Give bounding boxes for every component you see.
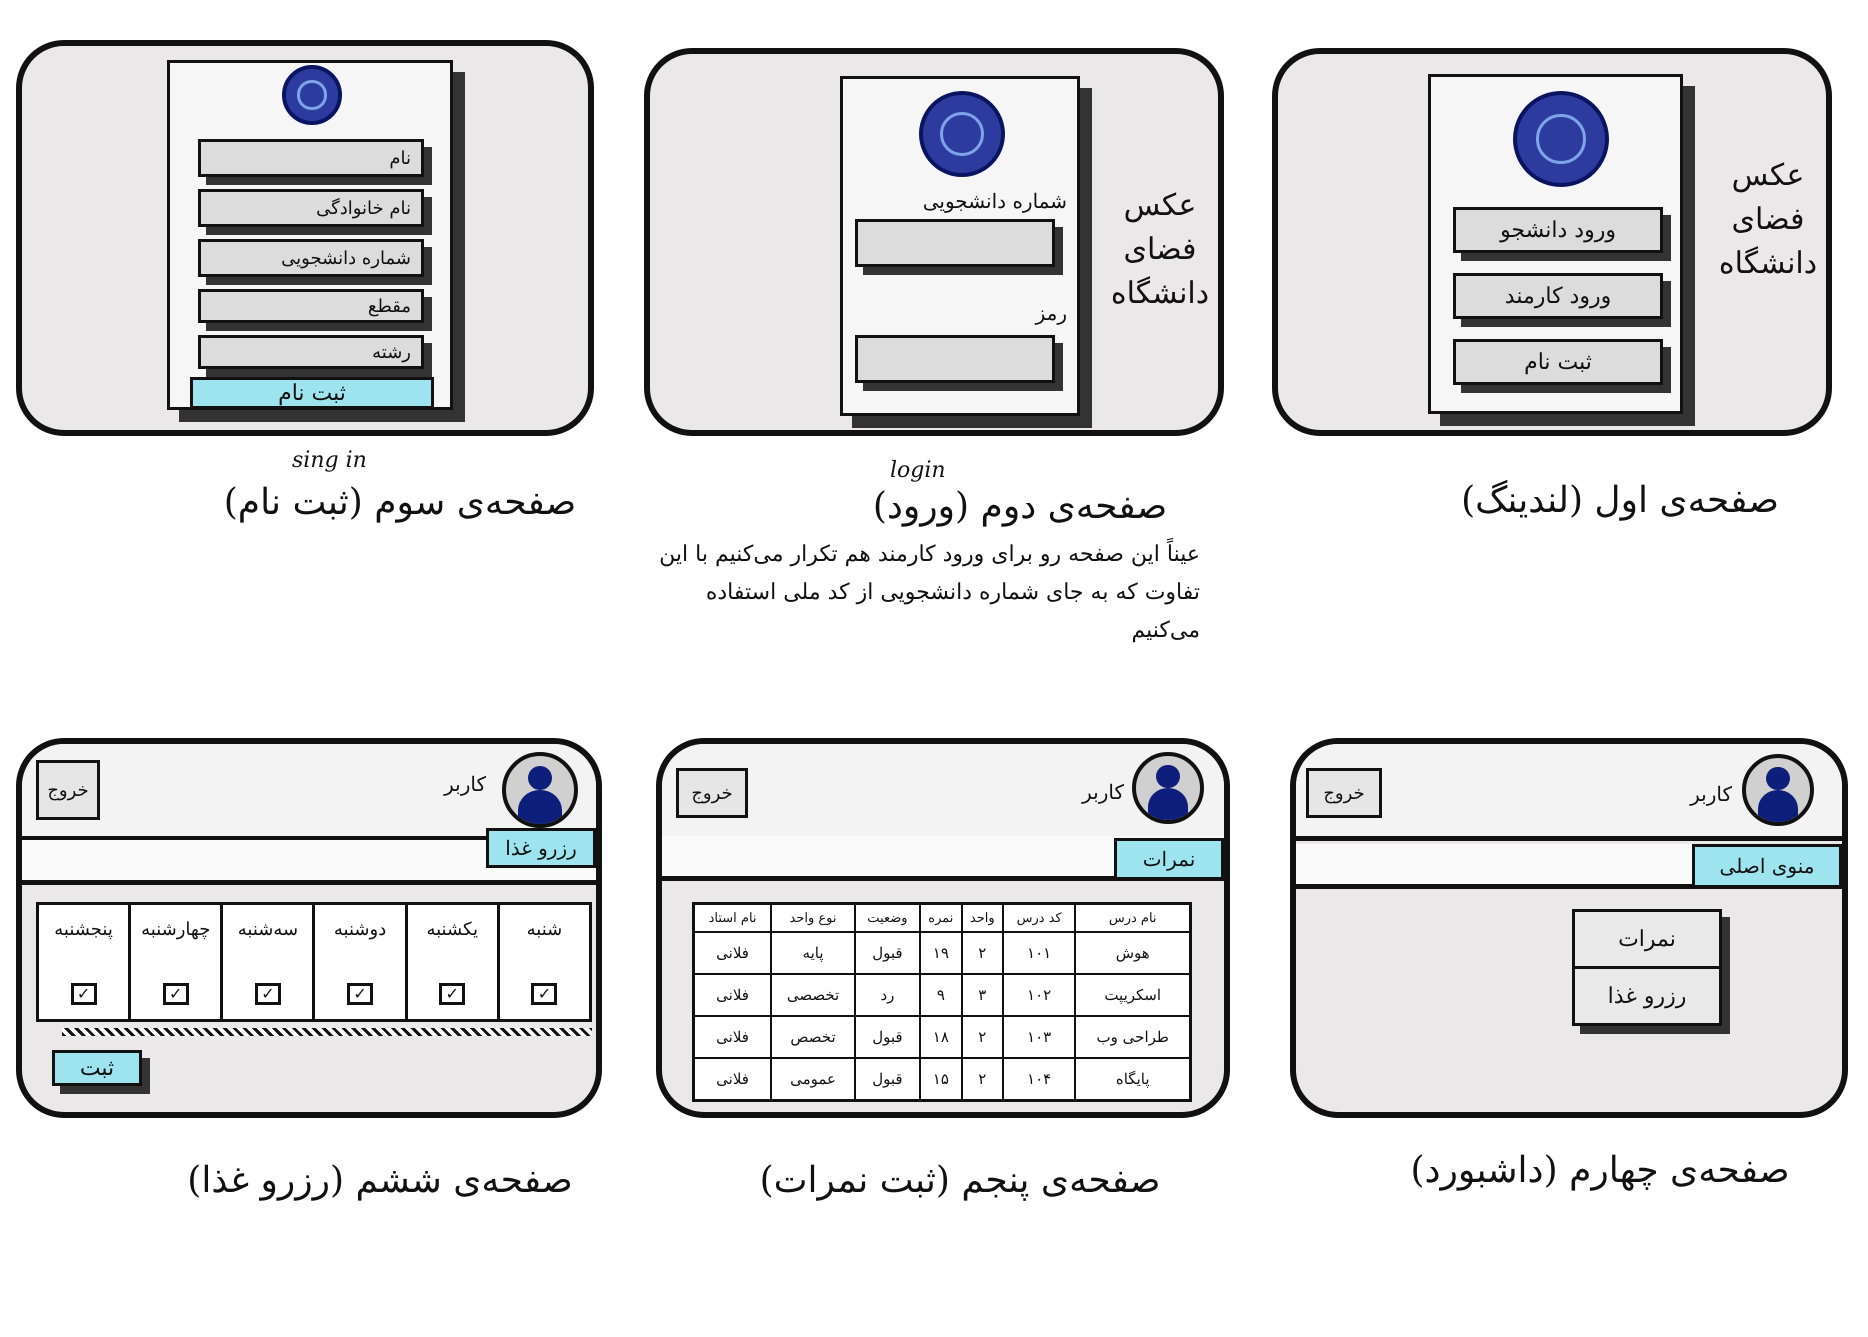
user-avatar-icon [1742, 754, 1814, 826]
day-tuesday [220, 905, 312, 1019]
col-status: وضعیت [855, 904, 920, 933]
screen1-card [1428, 74, 1683, 414]
day-thursday [39, 905, 128, 1019]
university-logo-icon [919, 91, 1005, 177]
university-logo-icon [282, 65, 342, 125]
col-units: واحد [962, 904, 1003, 933]
day-label: یکشنبه [426, 919, 478, 940]
cell: ۱۰۴ [1003, 1058, 1075, 1101]
cell: فلانی [694, 932, 772, 974]
col-unit-type: نوع واحد [771, 904, 855, 933]
screen6-frame [16, 738, 602, 1118]
day-saturday [497, 905, 589, 1019]
screen2-card [840, 76, 1080, 416]
exit-button[interactable]: خروج [1306, 768, 1382, 818]
screen2-frame [644, 48, 1224, 436]
user-name: کاربر [1082, 780, 1124, 804]
side-note-line: عکس [1123, 188, 1197, 223]
student-id-input[interactable]: شماره دانشجویی [198, 239, 424, 277]
day-checkbox[interactable]: ✓ [531, 983, 557, 1005]
avatar-head [1766, 767, 1789, 790]
user-avatar-icon [1132, 752, 1204, 824]
user-avatar-icon [502, 752, 578, 828]
side-note-line: فضای [1123, 232, 1197, 267]
cell: ۲ [962, 1016, 1003, 1058]
day-monday [312, 905, 404, 1019]
cell: قبول [855, 1058, 920, 1101]
day-checkbox[interactable]: ✓ [347, 983, 373, 1005]
user-name: کاربر [1690, 782, 1732, 806]
cell: قبول [855, 1016, 920, 1058]
day-checkbox[interactable]: ✓ [163, 983, 189, 1005]
cell: فلانی [694, 1058, 772, 1101]
col-course-name: نام درس [1075, 904, 1190, 933]
menu-item-food-reservation[interactable]: رزرو غذا [1607, 983, 1687, 1009]
screen2-note [640, 536, 1200, 650]
weekday-shadow [62, 1028, 592, 1036]
table-row [694, 974, 1191, 1016]
side-note-line: عکس [1731, 158, 1805, 193]
cell: عمومی [771, 1058, 855, 1101]
cell: ۹ [920, 974, 962, 1016]
screen2-caption-en: login [890, 458, 946, 483]
screen2-side-note [1110, 184, 1210, 316]
cell: اسکریپت [1075, 974, 1190, 1016]
screen1-side-note [1718, 154, 1818, 286]
avatar-head [528, 766, 552, 790]
day-label: پنجشنبه [54, 919, 113, 940]
food-reservation-tag[interactable]: رزرو غذا [486, 828, 596, 868]
screen4-caption: صفحه‌ی چهارم (داشبورد) [1410, 1150, 1790, 1191]
screen2-caption: صفحه‌ی دوم (ورود) [872, 486, 1168, 527]
day-label: چهارشنبه [141, 919, 211, 940]
cell: ۲ [962, 932, 1003, 974]
exit-button[interactable]: خروج [36, 760, 100, 820]
avatar-body [518, 790, 562, 828]
screen5-frame [656, 738, 1230, 1118]
cell: رد [855, 974, 920, 1016]
signup-button[interactable]: ثبت نام [1453, 339, 1663, 385]
grades-table [692, 902, 1192, 1102]
screen4-frame [1290, 738, 1848, 1118]
screen3-frame [16, 40, 594, 436]
cell: ۱۵ [920, 1058, 962, 1101]
cell: فلانی [694, 1016, 772, 1058]
cell: قبول [855, 932, 920, 974]
first-name-input[interactable]: نام [198, 139, 424, 177]
cell: ۱۰۱ [1003, 932, 1075, 974]
side-note-line: فضای [1731, 202, 1805, 237]
day-label: دوشنبه [333, 919, 387, 940]
screen1-frame [1272, 48, 1832, 436]
avatar-body [1758, 790, 1799, 826]
screen3-caption: صفحه‌ی سوم (ثبت نام) [223, 482, 577, 523]
table-row [694, 1016, 1191, 1058]
last-name-input[interactable]: نام خانوادگی [198, 189, 424, 227]
signup-submit-button[interactable]: ثبت نام [190, 377, 434, 409]
screen6-caption: صفحه‌ی ششم (رزرو غذا) [187, 1160, 573, 1201]
side-note-line: دانشگاه [1718, 246, 1818, 281]
day-checkbox[interactable]: ✓ [255, 983, 281, 1005]
cell: ۲ [962, 1058, 1003, 1101]
password-label: رمز [1035, 301, 1067, 325]
note-line: تفاوت که به جای شماره دانشجویی از کد ملی استفاده می‌کنیم [705, 580, 1200, 643]
cell: ۱۹ [920, 932, 962, 974]
day-checkbox[interactable]: ✓ [439, 983, 465, 1005]
employee-login-button[interactable]: ورود کارمند [1453, 273, 1663, 319]
cell: فلانی [694, 974, 772, 1016]
degree-input[interactable]: مقطع [198, 289, 424, 323]
day-checkbox[interactable]: ✓ [71, 983, 97, 1005]
food-submit-button[interactable]: ثبت [52, 1050, 142, 1086]
screen1-caption: صفحه‌ی اول (لندینگ) [1461, 480, 1779, 521]
cell: طراحی وب [1075, 1016, 1190, 1058]
user-name: کاربر [444, 772, 486, 796]
university-logo-icon [1513, 91, 1609, 187]
day-label: سه‌شنبه [237, 919, 299, 940]
col-grade: نمره [920, 904, 962, 933]
grades-tag[interactable]: نمرات [1114, 838, 1224, 880]
cell: هوش [1075, 932, 1190, 974]
main-menu [1572, 909, 1722, 1026]
table-row [694, 932, 1191, 974]
side-note-line: دانشگاه [1110, 276, 1210, 311]
student-id-label: شماره دانشجویی [922, 189, 1067, 213]
avatar-head [1156, 765, 1179, 788]
password-input[interactable] [855, 335, 1055, 383]
cell: پایگاه [1075, 1058, 1190, 1101]
exit-button[interactable]: خروج [676, 768, 748, 818]
cell: ۳ [962, 974, 1003, 1016]
col-professor: نام استاد [694, 904, 772, 933]
table-header-row [694, 904, 1191, 933]
cell: تخصصی [771, 974, 855, 1016]
main-menu-tag[interactable]: منوی اصلی [1692, 844, 1842, 888]
screen3-card [167, 60, 453, 410]
day-wednesday [128, 905, 220, 1019]
day-label: شنبه [526, 919, 563, 940]
screen4-topbar [1296, 744, 1842, 841]
screen3-caption-en: sing in [292, 448, 367, 473]
day-sunday [405, 905, 497, 1019]
cell: ۱۸ [920, 1016, 962, 1058]
cell: پایه [771, 932, 855, 974]
screen5-topbar [662, 744, 1224, 841]
menu-item-grades[interactable]: نمرات [1575, 912, 1719, 969]
screen6-topbar [22, 744, 596, 841]
table-row [694, 1058, 1191, 1101]
cell: ۱۰۲ [1003, 974, 1075, 1016]
col-course-code: کد درس [1003, 904, 1075, 933]
student-id-input[interactable] [855, 219, 1055, 267]
cell: ۱۰۳ [1003, 1016, 1075, 1058]
avatar-body [1148, 788, 1189, 824]
major-input[interactable]: رشته [198, 335, 424, 369]
screen5-caption: صفحه‌ی پنجم (ثبت نمرات) [759, 1160, 1161, 1201]
student-login-button[interactable]: ورود دانشجو [1453, 207, 1663, 253]
cell: تخصص [771, 1016, 855, 1058]
note-line: عیناً این صفحه رو برای ورود کارمند هم تکرار می‌کنیم با این [659, 542, 1200, 567]
weekday-selector [36, 902, 592, 1022]
